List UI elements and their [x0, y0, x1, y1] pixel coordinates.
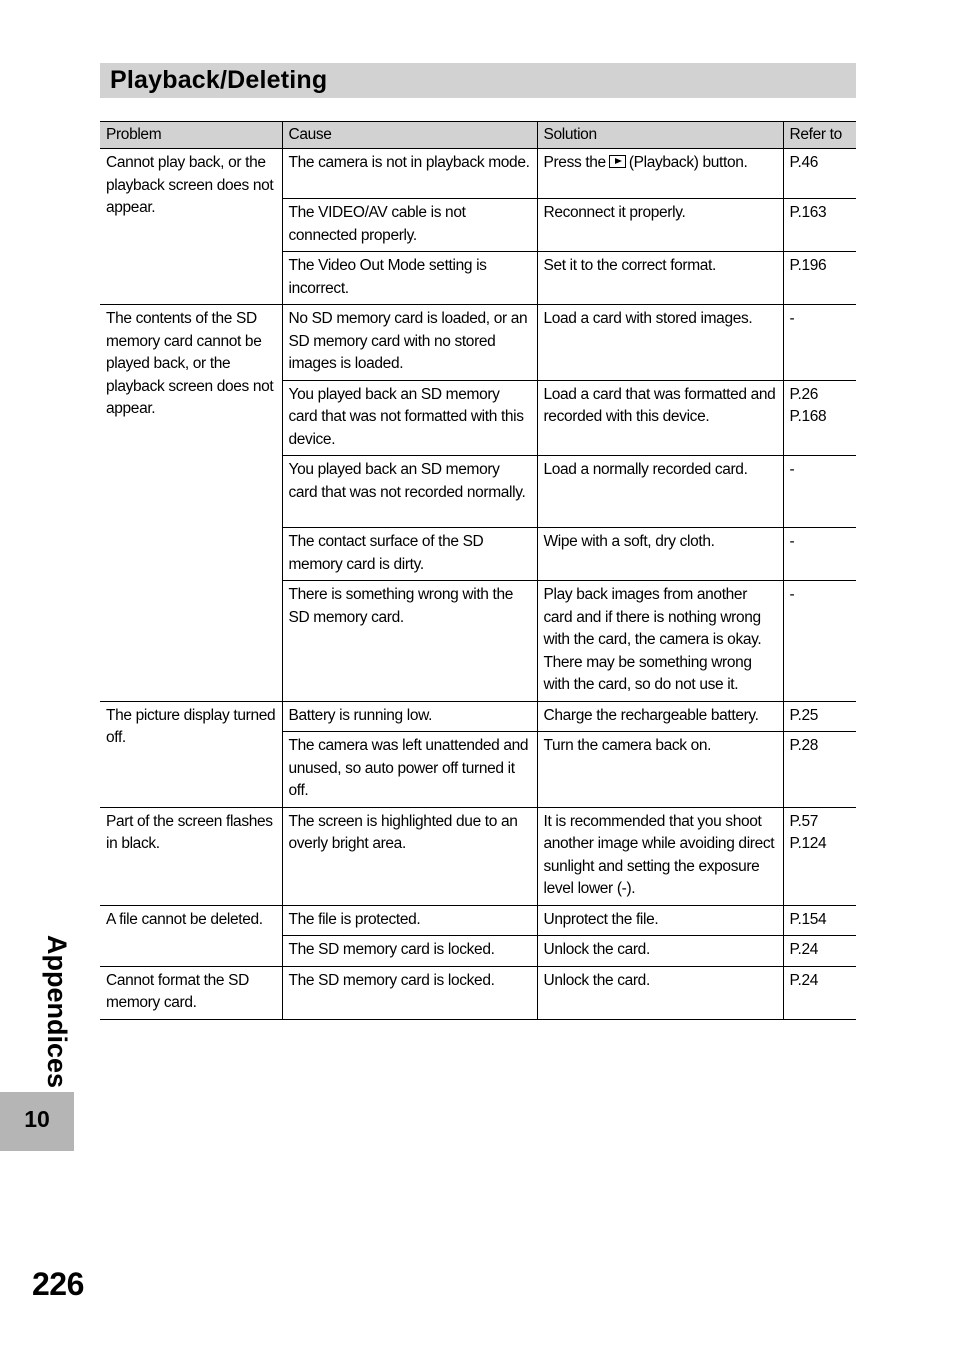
solution-cell: Charge the rechargeable battery.	[537, 701, 783, 732]
cause-cell: The SD memory card is locked.	[282, 936, 537, 967]
solution-cell: Reconnect it properly.	[537, 199, 783, 252]
chapter-number: 10	[24, 1106, 50, 1132]
solution-cell: It is recommended that you shoot another image while avoiding direct sunlight and setting the exposure level lower (-).	[537, 807, 783, 905]
table-row	[100, 966, 856, 1019]
header-cause: Cause	[282, 122, 537, 149]
section-header	[100, 63, 856, 98]
reference-cell: P.46	[783, 149, 856, 199]
playback-icon	[609, 155, 626, 168]
header-refer-to: Refer to	[783, 122, 856, 149]
solution-cell: Load a normally recorded card.	[537, 456, 783, 528]
reference-cell: -	[783, 305, 856, 381]
table-row	[100, 701, 856, 732]
problem-cell: The picture display turned off.	[100, 701, 282, 807]
reference-cell: P.28	[783, 732, 856, 808]
reference-cell: -	[783, 581, 856, 702]
cause-cell: The camera is not in playback mode.	[282, 149, 537, 199]
table-row	[100, 305, 856, 381]
reference-cell: -	[783, 528, 856, 581]
reference-cell: P.154	[783, 905, 856, 936]
reference-cell: P.24	[783, 966, 856, 1019]
solution-cell: Play back images from another card and if there is nothing wrong with the card, the camera is okay. There may be something wrong with the card, so do not use it.	[537, 581, 783, 702]
solution-cell: Unprotect the file.	[537, 905, 783, 936]
solution-cell: Turn the camera back on.	[537, 732, 783, 808]
problem-cell: A file cannot be deleted.	[100, 905, 282, 966]
solution-cell: Load a card that was formatted and recorded with this device.	[537, 380, 783, 456]
reference-cell: P.57 P.124	[783, 807, 856, 905]
cause-cell: The screen is highlighted due to an overly bright area.	[282, 807, 537, 905]
problem-cell: Cannot format the SD memory card.	[100, 966, 282, 1019]
reference-cell: P.163	[783, 199, 856, 252]
cause-cell: The SD memory card is locked.	[282, 966, 537, 1019]
reference-cell: -	[783, 456, 856, 528]
cause-cell: Battery is running low.	[282, 701, 537, 732]
solution-cell: Load a card with stored images.	[537, 305, 783, 381]
section-title: Playback/Deleting	[110, 66, 328, 94]
problem-cell: Cannot play back, or the playback screen does not appear.	[100, 149, 282, 305]
solution-text: (Playback) button.	[628, 154, 748, 171]
table-header-row	[100, 122, 856, 149]
solution-cell: Unlock the card.	[537, 936, 783, 967]
cause-cell: The Video Out Mode setting is incorrect.	[282, 252, 537, 305]
problem-cell: The contents of the SD memory card cannot be played back, or the playback screen does not appear.	[100, 305, 282, 702]
cause-cell: The contact surface of the SD memory card is dirty.	[282, 528, 537, 581]
cause-cell: No SD memory card is loaded, or an SD memory card with no stored images is loaded.	[282, 305, 537, 381]
cause-cell: There is something wrong with the SD memory card.	[282, 581, 537, 702]
page-number: 226	[32, 1266, 84, 1302]
cause-cell: The file is protected.	[282, 905, 537, 936]
solution-text: Press the	[543, 154, 606, 171]
chapter-label: Appendices	[42, 935, 72, 1089]
cause-cell: You played back an SD memory card that was not formatted with this device.	[282, 380, 537, 456]
table-row	[100, 149, 856, 199]
cause-cell: The camera was left unattended and unused, so auto power off turned it off.	[282, 732, 537, 808]
reference-cell: P.25	[783, 701, 856, 732]
header-solution: Solution	[537, 122, 783, 149]
solution-cell: Wipe with a soft, dry cloth.	[537, 528, 783, 581]
reference-cell: P.26 P.168	[783, 380, 856, 456]
solution-cell	[537, 149, 783, 199]
chapter-tab	[0, 1092, 74, 1151]
reference-cell: P.196	[783, 252, 856, 305]
solution-cell: Unlock the card.	[537, 966, 783, 1019]
troubleshooting-table	[100, 121, 856, 1020]
solution-cell: Set it to the correct format.	[537, 252, 783, 305]
problem-cell: Part of the screen flashes in black.	[100, 807, 282, 905]
table-row	[100, 807, 856, 905]
header-problem: Problem	[100, 122, 282, 149]
reference-cell: P.24	[783, 936, 856, 967]
cause-cell: You played back an SD memory card that was not recorded normally.	[282, 456, 537, 528]
cause-cell: The VIDEO/AV cable is not connected properly.	[282, 199, 537, 252]
table-row	[100, 905, 856, 936]
